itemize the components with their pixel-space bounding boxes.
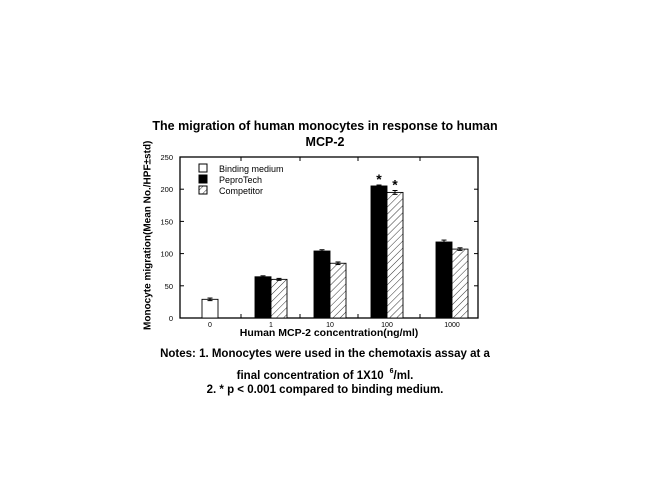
significance-asterisk: * xyxy=(376,171,382,188)
bar-competitor xyxy=(387,192,403,318)
x-tick-label: 0 xyxy=(208,322,212,329)
legend xyxy=(199,164,284,196)
legend-label: Binding medium xyxy=(219,164,284,174)
x-tick-label: 10 xyxy=(326,322,334,329)
bar-peprotech xyxy=(436,242,452,318)
bar-binding-medium xyxy=(202,299,218,318)
bar-competitor xyxy=(330,263,346,318)
note-1: Notes: 1. Monocytes were used in the chemotaxis assay at a xyxy=(160,348,490,360)
y-tick-label: 100 xyxy=(160,249,173,259)
significance-asterisk: * xyxy=(392,176,398,193)
legend-swatch-binding-medium xyxy=(199,164,207,172)
bar-competitor xyxy=(452,249,468,318)
bar-peprotech xyxy=(314,251,330,318)
bar-peprotech xyxy=(255,277,271,318)
y-tick-label: 50 xyxy=(164,281,173,291)
legend-swatch-competitor xyxy=(199,186,207,194)
chart-title-line1: The migration of human monocytes in response to human xyxy=(152,119,498,133)
legend-label: PeproTech xyxy=(219,175,263,185)
note-2: 2. * p < 0.001 compared to binding medium. xyxy=(206,384,444,396)
notes xyxy=(130,348,520,396)
x-axis-label: Human MCP-2 concentration(ng/ml) xyxy=(239,327,419,339)
x-tick-label: 1000 xyxy=(444,322,460,329)
y-axis-label: Monocyte migration(Mean No./HPF±std) xyxy=(142,140,154,330)
bar-competitor xyxy=(271,279,287,318)
legend-swatch-peprotech xyxy=(199,175,207,183)
note-1-exponent: 6 xyxy=(389,368,394,375)
note-1-prefix: final concentration of 1X10 xyxy=(236,370,384,382)
bar-peprotech xyxy=(371,186,387,318)
y-tick-label: 200 xyxy=(160,185,173,195)
x-tick-label: 100 xyxy=(381,322,393,329)
legend-label: Competitor xyxy=(219,186,264,196)
y-tick-label: 0 xyxy=(168,314,173,323)
x-tick-label: 1 xyxy=(269,322,273,329)
y-tick-label: 150 xyxy=(160,217,173,227)
y-tick-label: 250 xyxy=(160,153,173,162)
note-1-continued xyxy=(130,368,520,382)
chart-title-line2: MCP-2 xyxy=(305,135,345,149)
note-1-suffix: /ml. xyxy=(393,370,414,382)
